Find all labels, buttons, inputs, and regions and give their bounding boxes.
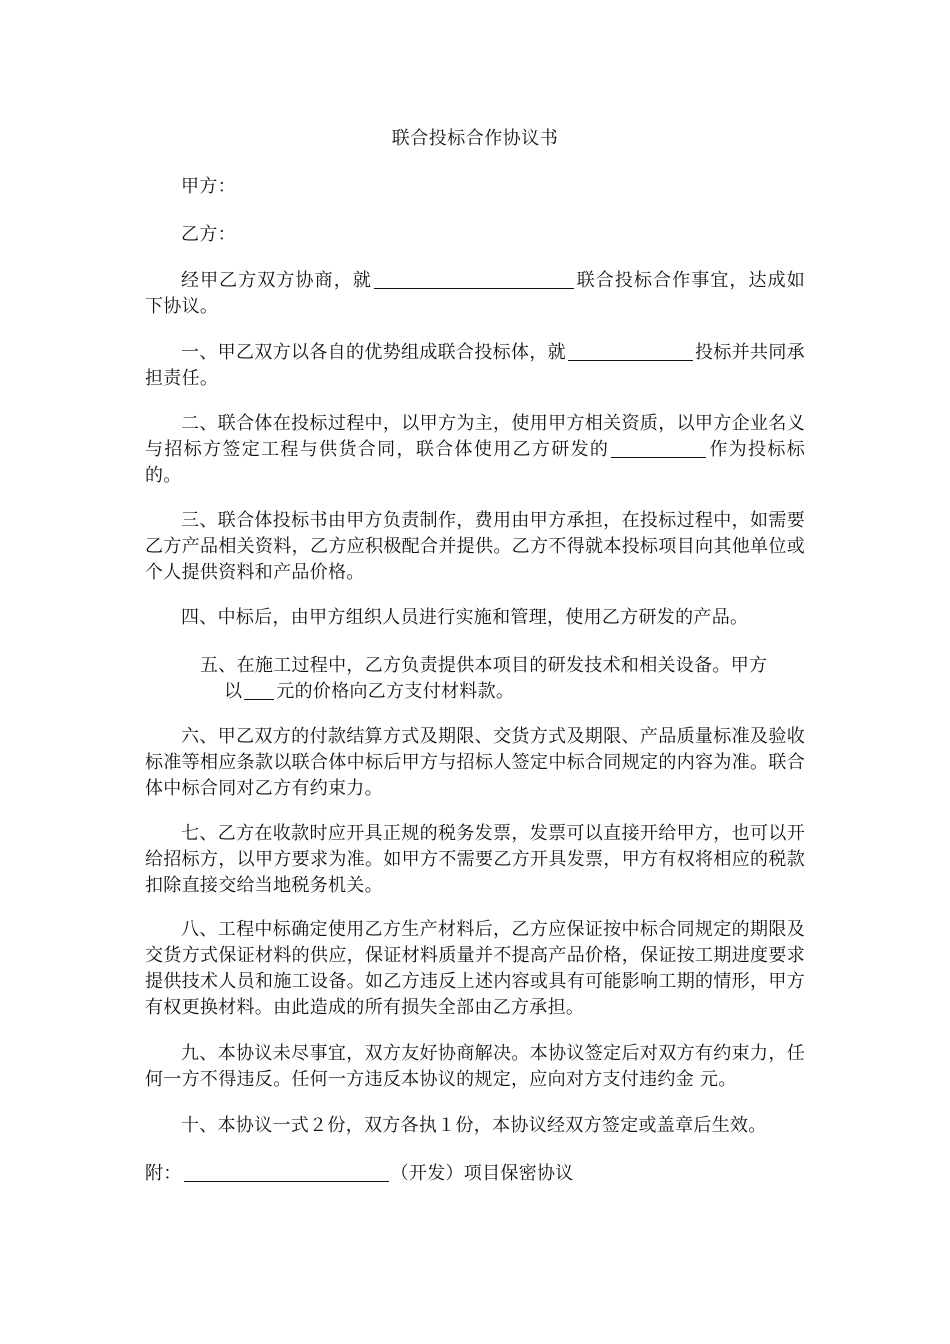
- intro-paragraph: [145, 268, 805, 320]
- project-name-blank[interactable]: [374, 268, 574, 289]
- clause-8: 八、工程中标确定使用乙方生产材料后，乙方应保证按中标合同规定的期限及交货方式保证材料的供应，保证材料质量并不提高产品价格，保证按工期进度要求提供技术人员和施工设备。如乙方违反上述内容或具有可能影响工期的情形，甲方有权更换材料。由此造成的所有损失全部由乙方承担。: [145, 919, 805, 1018]
- clause-5-price-blank[interactable]: [244, 679, 274, 700]
- clause-9: 九、本协议未尽事宜，双方友好协商解决。本协议签定后对双方有约束力，任何一方不得违反。任何一方违反本协议的规定，应向对方支付违约金 元。: [145, 1043, 805, 1090]
- clause-1-text-b: 投标并共同承担责任。: [145, 342, 805, 389]
- clause-5: [200, 653, 800, 705]
- clause-7: 七、乙方在收款时应开具正规的税务发票，发票可以直接开给甲方，也可以开给招标方，以甲方要求为准。如甲方不需要乙方开具发票，甲方有权将相应的税款扣除直接交给当地税务机关。: [145, 823, 805, 896]
- clause-2-text-b: 作为投标标的。: [145, 439, 806, 486]
- document-title: 联合投标合作协议书: [391, 128, 559, 149]
- clause-1: [145, 340, 805, 392]
- clause-5-text-a: 以: [224, 681, 243, 702]
- clause-1-text-a: 一、甲乙双方以各自的优势组成联合投标体，就: [181, 342, 566, 363]
- intro-text-b: 联合投标合作事宜，达成如下协议。: [145, 270, 805, 317]
- intro-text-a: 经甲乙方双方协商，就: [181, 270, 372, 291]
- clause-1-blank[interactable]: [568, 340, 693, 361]
- clause-5-line-2: [200, 679, 800, 705]
- party-b-label: 乙方：: [181, 224, 236, 245]
- clause-10: 十、本协议一式２份，双方各执１份，本协议经双方签定或盖章后生效。: [181, 1115, 767, 1136]
- clause-5-line-1: 五、在施工过程中，乙方负责提供本项目的研发技术和相关设备。甲方: [200, 655, 768, 676]
- attachment-label: 附：: [145, 1163, 182, 1184]
- clause-4: 四、中标后，由甲方组织人员进行实施和管理，使用乙方研发的产品。: [181, 607, 749, 628]
- clause-5-text-b: 元的价格向乙方支付材料款。: [276, 681, 515, 702]
- clause-6: 六、甲乙双方的付款结算方式及期限、交货方式及期限、产品质量标准及验收标准等相应条款以联合体中标后甲方与招标人签定中标合同规定的内容为准。联合体中标合同对乙方有约束力。: [145, 726, 805, 799]
- attachment-blank[interactable]: [184, 1161, 389, 1182]
- attachment-text: （开发）项目保密协议: [390, 1163, 574, 1184]
- clause-3: 三、联合体投标书由甲方负责制作，费用由甲方承担，在投标过程中，如需要乙方产品相关资料，乙方应积极配合并提供。乙方不得就本投标项目向其他单位或个人提供资料和产品价格。: [145, 510, 805, 583]
- clause-2-text-a: 二、联合体在投标过程中，以甲方为主，使用甲方相关资质，以甲方企业名义与招标方签定工程与供货合同，联合体使用乙方研发的: [145, 413, 805, 460]
- party-a-label: 甲方：: [181, 176, 236, 197]
- clause-2-blank[interactable]: [611, 437, 706, 458]
- clause-2: [145, 411, 805, 489]
- attachment-line: [145, 1161, 805, 1187]
